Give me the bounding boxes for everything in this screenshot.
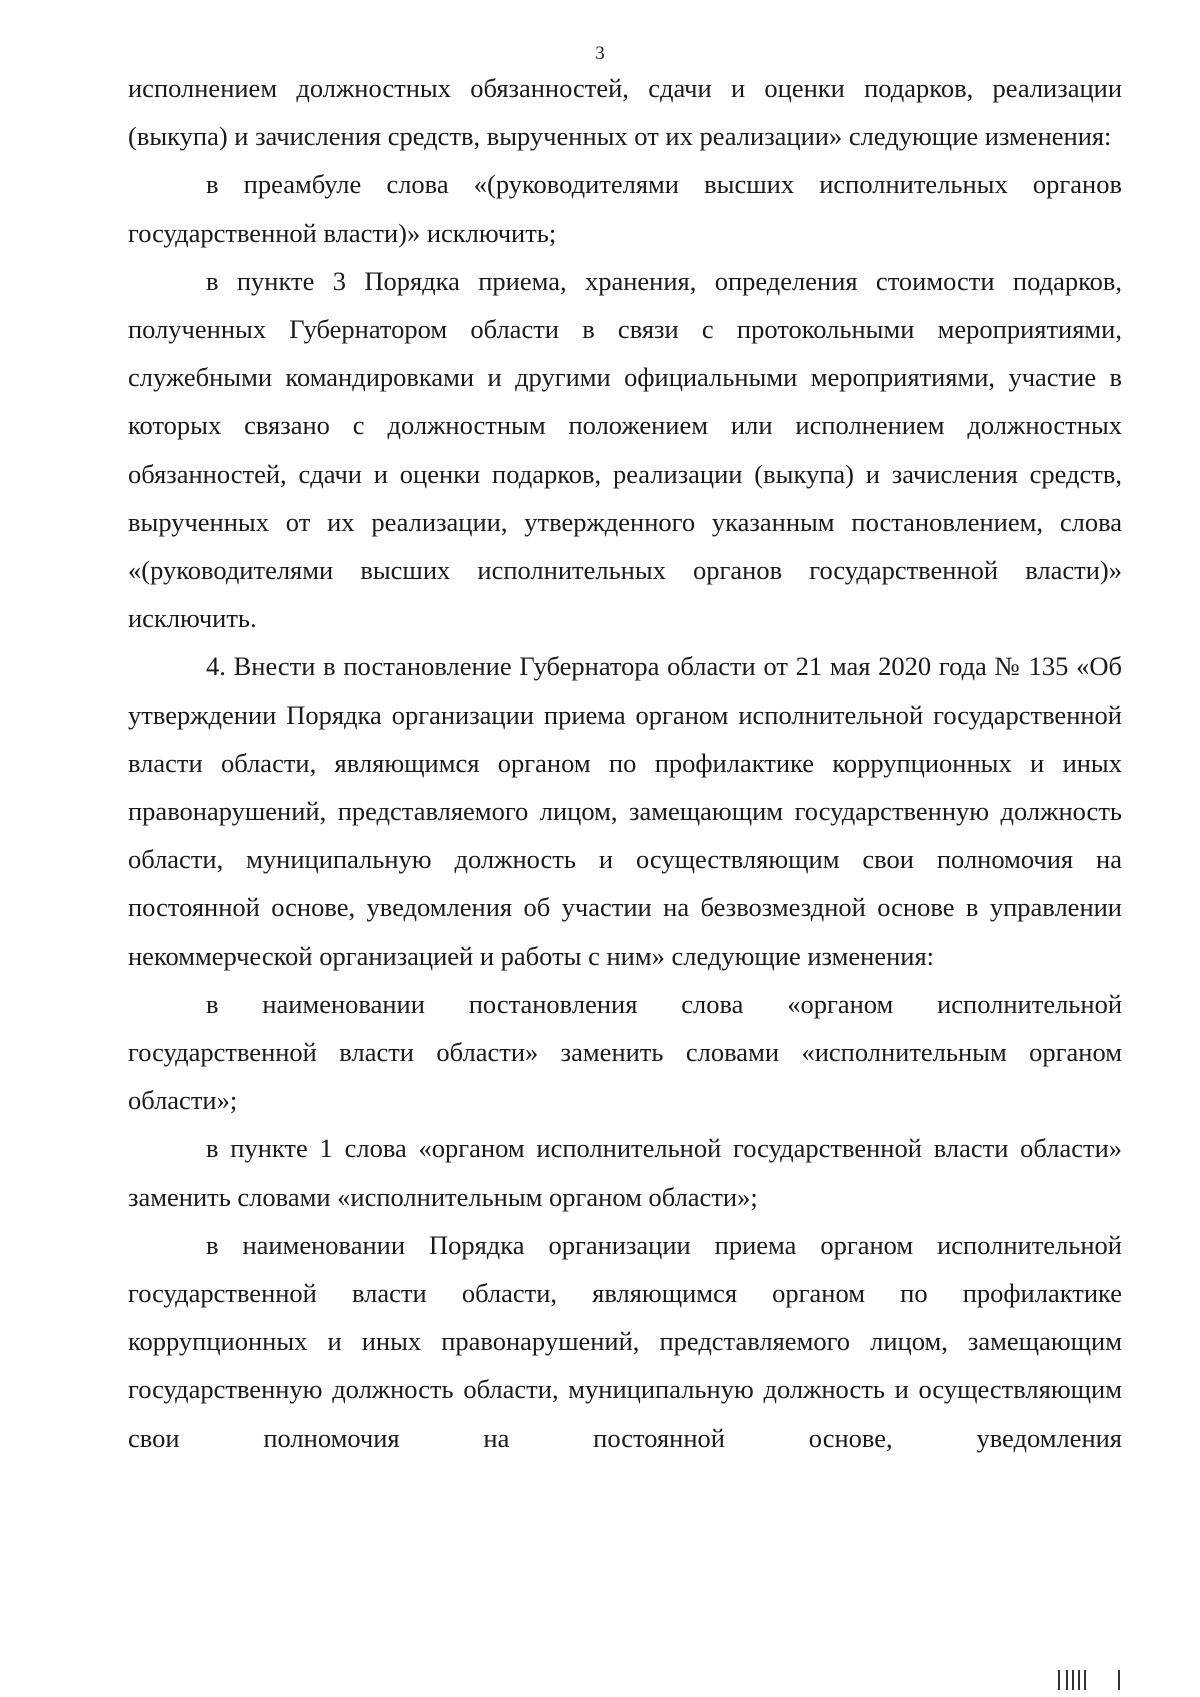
paragraph-order-title-change: в наименовании Порядка организации приема органом исполнительной государственной власти области, являющимся органом по профилактике коррупционных и иных правонарушений, представляемого лицом, замещающим государственную должность области, муниципальную должность и осуществляющим свои полномочия на постоянной основе, уведомления <box>128 1229 1122 1453</box>
paragraph-item-4: 4. Внести в постановление Губернатора области от 21 мая 2020 года № 135 «Об утверждении Порядка организации приема органом исполнительной государственной власти области, являющимся органом по профилактике коррупционных и иных правонарушений, представляемого лицом, замещающим государственную должность области, муниципальную должность и осуществляющим свои полномочия на постоянной основе, уведомления об участии на безвозмездной основе в управлении некоммерческой организацией и работы с ним» следующие изменения: <box>128 651 1122 971</box>
paragraph-point-1-change: в пункте 1 слова «органом исполнительной государственной власти области» заменить словами «исполнительным органом области»; <box>128 1133 1122 1212</box>
paragraph-preamble-change: в преамбуле слова «(руководителями высших исполнительных органов государственной власти)» исключить; <box>128 169 1122 248</box>
document-body <box>128 64 1122 1462</box>
scan-edge-marks <box>1058 1670 1158 1690</box>
paragraph-point-3-change: в пункте 3 Порядка приема, хранения, определения стоимости подарков, полученных Губернатором области в связи с протокольными мероприятиями, служебными командировками и другими официальными мероприятиями, участие в которых связано с должностным положением или исполнением должностных обязанностей, сдачи и оценки подарков, реализации (выкупа) и зачисления средств, вырученных от их реализации, утвержденного указанным постановлением, слова «(руководителями высших исполнительных органов государственной власти)» исключить. <box>128 265 1122 634</box>
paragraph-title-change: в наименовании постановления слова «органом исполнительной государственной власти области» заменить словами «исполнительным органом области»; <box>128 988 1122 1116</box>
paragraph-continuation: исполнением должностных обязанностей, сдачи и оценки подарков, реализации (выкупа) и зачисления средств, вырученных от их реализации» следующие изменения: <box>128 73 1122 152</box>
page-number: 3 <box>595 43 605 64</box>
